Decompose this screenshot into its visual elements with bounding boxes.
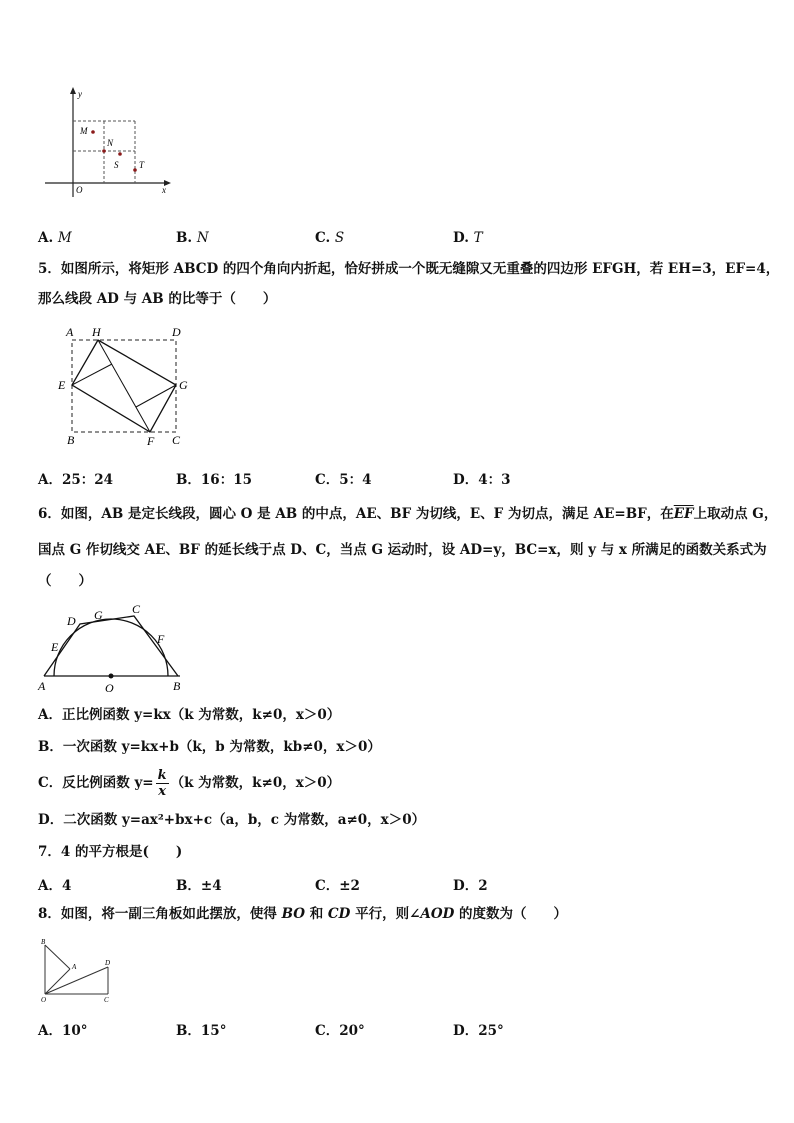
q6-fraction-k-over-x: $\frac{k}{x}$ — [157, 767, 167, 799]
q8-option-c[interactable]: C．20° — [315, 1023, 365, 1039]
q6-label-g: G — [94, 608, 103, 622]
q4-option-a[interactable]: A. M — [38, 230, 72, 246]
q6-option-a[interactable]: A．正比例函数 y=kx（k 为常数，k≠0，x＞0） — [38, 707, 341, 723]
q5-label-g: G — [179, 378, 188, 392]
q7-option-a[interactable]: A．4 — [38, 878, 72, 894]
q4-m-label: M — [80, 126, 88, 136]
q8-label-c: C — [104, 996, 109, 1004]
q6-option-b[interactable]: B．一次函数 y=kx+b（k，b 为常数，kb≠0，x＞0） — [38, 739, 381, 755]
q7-option-d[interactable]: D．2 — [453, 878, 488, 894]
q7-option-c[interactable]: C．±2 — [315, 878, 360, 894]
q4-x-label: x — [162, 185, 166, 195]
q6-label-f: F — [157, 632, 165, 646]
q6-stem-line2: 国点 G 作切线交 AE、BF 的延长线于点 D、C，当点 G 运动时，设 AD=y，BC=x，则 y 与 x 所满足的函数关系式为 — [38, 542, 767, 558]
q6-arc-ef: $\overline{EF}$ — [673, 506, 694, 522]
q5-stem-line2: 那么线段 AD 与 AB 的比等于（ ） — [38, 291, 277, 307]
q8-stem: 8．如图，将一副三角板如此摆放，使得 BO 和 CD 平行，则∠AOD 的度数为（ ） — [38, 906, 568, 922]
q4-y-label: y — [78, 89, 82, 99]
q4-n-label: N — [107, 138, 114, 148]
q4-t-label: T — [139, 160, 145, 170]
q8-label-o: O — [41, 996, 47, 1004]
q8-option-a[interactable]: A．10° — [38, 1023, 88, 1039]
q7-option-b[interactable]: B．±4 — [176, 878, 222, 894]
q5-rectangle-figure — [52, 320, 202, 450]
q6-label-o: O — [105, 681, 114, 695]
q4-option-d[interactable]: D. T — [453, 230, 483, 246]
q6-option-c[interactable]: C．反比例函数 y= $\frac{k}{x}$ （k 为常数，k≠0，x＞0） — [38, 767, 341, 799]
q6-label-e: E — [51, 640, 59, 654]
q8-label-a: A — [72, 963, 77, 971]
q5-label-h: H — [92, 325, 101, 339]
q6-semicircle-figure — [36, 600, 186, 695]
q8-label-b: B — [41, 938, 46, 946]
q5-option-c[interactable]: C．5：4 — [315, 472, 372, 488]
q6-option-d[interactable]: D．二次函数 y=ax²+bx+c（a，b，c 为常数，a≠0，x＞0） — [38, 812, 426, 828]
q5-label-e: E — [58, 378, 66, 392]
q5-label-f: F — [147, 434, 155, 448]
q6-label-b: B — [173, 679, 181, 693]
q5-label-c: C — [172, 433, 181, 447]
q6-label-c: C — [132, 602, 141, 616]
q8-triangle-figure — [38, 935, 128, 1005]
q8-option-b[interactable]: B．15° — [176, 1023, 227, 1039]
q5-label-a: A — [66, 325, 74, 339]
q8-option-d[interactable]: D．25° — [453, 1023, 504, 1039]
q5-option-b[interactable]: B．16：15 — [176, 472, 252, 488]
q5-label-b: B — [67, 433, 75, 447]
q5-label-d: D — [172, 325, 181, 339]
q6-label-a: A — [38, 679, 46, 693]
q6-stem-line3: （ ） — [38, 573, 92, 589]
q4-option-b[interactable]: B. N — [176, 230, 209, 246]
q6-label-d: D — [67, 614, 76, 628]
q4-option-c[interactable]: C. S — [315, 230, 345, 246]
q4-s-label: S — [114, 160, 119, 170]
q4-origin-label: O — [76, 185, 83, 195]
q5-option-d[interactable]: D．4：3 — [453, 472, 511, 488]
q6-stem-line1: 6．如图，AB 是定长线段，圆心 O 是 AB 的中点，AE、BF 为切线，E、F 为切点，满足 AE=BF，在$\overline{EF}$上取动点 G， — [38, 506, 778, 522]
q4-coordinate-figure — [40, 85, 180, 200]
q7-stem: 7．4 的平方根是( ) — [38, 844, 183, 860]
q5-stem-line1: 5．如图所示，将矩形 ABCD 的四个角向内折起，恰好拼成一个既无缝隙又无重叠的四边形 EFGH，若 EH=3，EF=4， — [38, 261, 780, 277]
q5-option-a[interactable]: A．25：24 — [38, 472, 114, 488]
q8-label-d: D — [105, 959, 111, 967]
